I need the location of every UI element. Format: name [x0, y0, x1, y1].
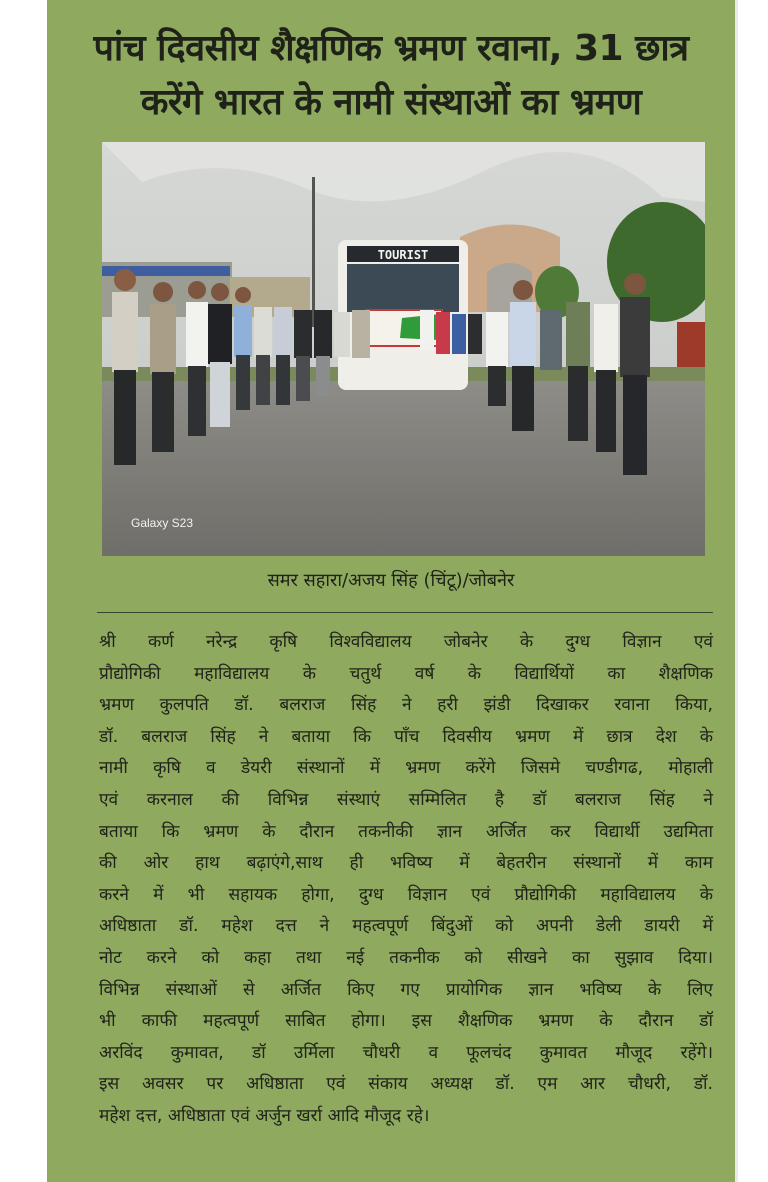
article-line: महेश दत्त, अधिष्ठाता एवं अर्जुन खर्रा आदि मौजूद रहे। — [99, 1105, 430, 1126]
article-line: की ओर हाथ बढ़ाएंगे,साथ ही भविष्य में बेहतरीन संस्थानों में काम — [99, 853, 713, 874]
article-line: नोट करने को कहा तथा नई तकनीक को सीखने का सुझाव दिया। — [99, 947, 713, 968]
right-page-margin — [738, 0, 768, 1182]
article-body — [99, 627, 713, 1133]
article-line: भ्रमण कुलपति डॉ. बलराज सिंह ने हरी झंडी दिखाकर रवाना किया, — [99, 695, 713, 716]
article-line: भी काफी महत्वपूर्ण साबित होगा। इस शैक्षणिक भ्रमण के दौरान डॉ — [99, 1011, 713, 1032]
article-line: अरविंद कुमावत, डॉ उर्मिला चौधरी व फूलचंद कुमावत मौजूद रहेंगे। — [99, 1042, 713, 1063]
article-line: करने में भी सहायक होगा, दुग्ध विज्ञान एवं प्रौद्योगिकी महाविद्यालय के — [99, 884, 713, 905]
headline-line-2: करेंगे भारत के नामी संस्थाओं का भ्रमण — [140, 82, 642, 123]
article-line: नामी कृषि व डेयरी संस्थानों में भ्रमण करेंगे जिसमे चण्डीगढ, मोहाली — [99, 758, 713, 779]
headline — [47, 22, 735, 130]
article-line: बताया कि भ्रमण के दौरान तकनीकी ज्ञान अर्जित कर विद्यार्थी उद्यमिता — [99, 821, 713, 842]
byline: समर सहारा/अजय सिंह (चिंटू)/जोबनेर — [267, 570, 515, 591]
article-line: डॉ. बलराज सिंह ने बताया कि पाँच दिवसीय भ्रमण में छात्र देश के — [99, 726, 713, 747]
gate-pillar-left — [467, 252, 487, 312]
bus-windshield — [347, 264, 459, 312]
article-line: प्रौद्योगिकी महाविद्यालय के चतुर्थ वर्ष के विद्यार्थियों का शैक्षणिक — [99, 663, 713, 684]
divider-rule — [97, 612, 713, 613]
headline-line-1: पांच दिवसीय शैक्षणिक भ्रमण रवाना, 31 छात्र — [93, 28, 689, 69]
pole — [312, 177, 315, 327]
left-page-margin — [0, 0, 47, 1182]
article-line: अधिष्ठाता डॉ. महेश दत्त ने महत्वपूर्ण बिंदुओं को अपनी डेली डायरी में — [99, 916, 713, 937]
group-photo-illustration — [102, 142, 705, 556]
bus-sign-text: TOURIST — [377, 248, 429, 262]
article-line: विभिन्न संस्थाओं से अर्जित किए गए प्रायोगिक ज्ञान भविष्य के लिए — [99, 979, 713, 1000]
article-line: एवं करनाल की विभिन्न संस्थाएं सम्मिलित है डॉ बलराज सिंह ने — [99, 789, 713, 810]
camera-watermark: Galaxy S23 — [131, 516, 194, 530]
news-photo — [102, 142, 705, 556]
article-line: इस अवसर पर अधिष्ठाता एवं संकाय अध्यक्ष डॉ. एम आर चौधरी, डॉ. — [99, 1074, 713, 1095]
newspaper-clipping — [47, 0, 735, 1182]
article-line: श्री कर्ण नरेन्द्र कृषि विश्वविद्यालय जोबनेर के दुग्ध विज्ञान एवं — [99, 632, 713, 652]
